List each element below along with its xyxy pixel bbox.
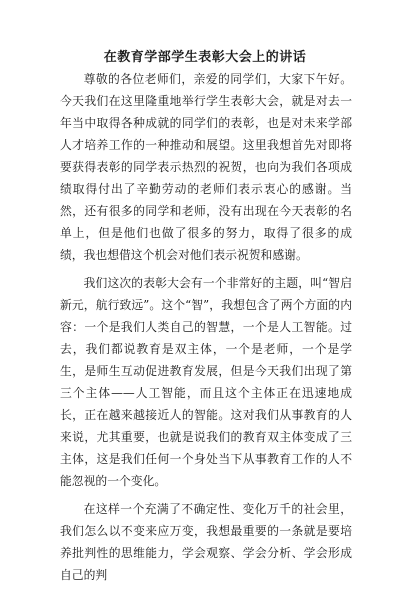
paragraph-3: 在这样一个充满了不确定性、变化万千的社会里，我们怎么以不变来应万变，我想最重要的一条就是要培养批判性的思维能力，学会观察、学会分析、学会形成自己的判 <box>60 502 352 582</box>
document-title: 在教育学部学生表彰大会上的讲话 <box>103 50 307 65</box>
paragraph-1: 尊敬的各位老师们，亲爱的同学们，大家下午好。今天我们在这里隆重地举行学生表彰大会，就是对去一年当中取得各种成就的同学们的表彰，也是对未来学部人才培养工作的一种推动和展望。这里我想首先对即将要获得表彰的同学表示热烈的祝贺，也向为我们各项成绩取得付出了辛勤劳动的老师们表示衷心的感谢。当然，还有很多的同学和老师，没有出现在今天表彰的名单上，但是他们也做了很多的努力，取得了很多的成绩，我也想借这个机会对他们表示祝贺和感谢。 <box>60 72 352 262</box>
document-body <box>60 68 352 592</box>
paragraph-2: 我们这次的表彰大会有一个非常好的主题，叫“智启新元，航行致远”。这个“智”，我想包含了两个方面的内容：一个是我们人类自己的智慧，一个是人工智能。过去，我们都说教育是双主体，一个是老师，一个是学生，是师生互动促进教育发展，但是今天我们出现了第三个主体——人工智能，而且这个主体正在迅速地成长，正在越来越接近人的智能。这对我们从事教育的人来说，尤其重要，也就是说我们的教育双主体变成了三主体，这是我们任何一个身处当下从事教育工作的人不能忽视的一个变化。 <box>60 276 352 488</box>
